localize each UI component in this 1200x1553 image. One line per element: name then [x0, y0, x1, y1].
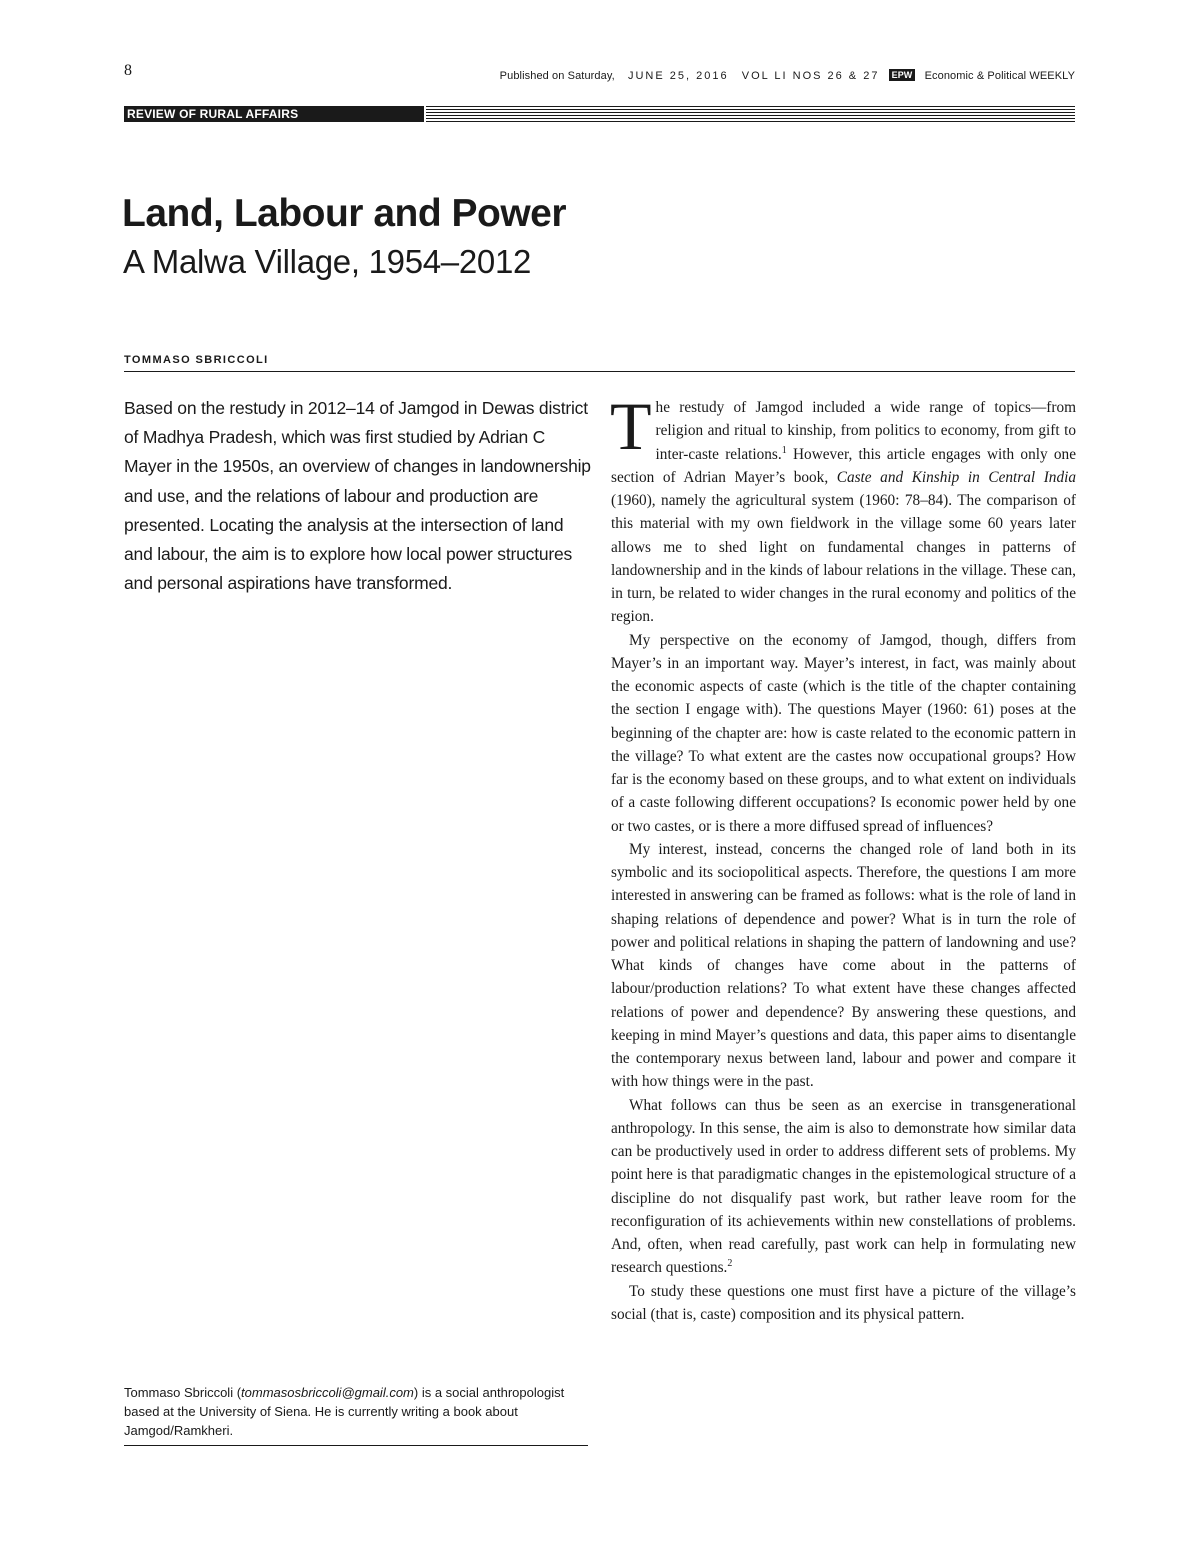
- body-column: [610, 388, 1076, 1326]
- journal-name: Economic & Political WEEKLY: [924, 70, 1075, 82]
- footnote-ref-2[interactable]: 2: [727, 1258, 733, 1270]
- body-paragraph-1: [610, 388, 1076, 629]
- author-note-rule: [124, 1445, 588, 1446]
- author-rule: [124, 371, 1075, 372]
- volume-number: VOL LI NOS 26 & 27: [741, 70, 880, 82]
- author-note-text: ) is a social anthropologist based at the University of Siena. He is currently writing a book about Jamgod/Ramkheri.: [124, 1385, 565, 1438]
- author-note-name: Tommaso Sbriccoli (: [124, 1385, 242, 1400]
- author-note: [124, 1383, 589, 1440]
- epw-badge: EPW: [889, 69, 916, 81]
- issue-date: JUNE 25, 2016: [627, 70, 729, 82]
- running-header: [500, 69, 1075, 82]
- published-label: Published on Saturday,: [499, 70, 615, 82]
- body-text: However, this article engages with only one section of Adrian Mayer’s book,: [611, 445, 1076, 486]
- author-email-link[interactable]: tommasosbriccoli@gmail.com: [241, 1385, 414, 1400]
- body-paragraph-4: [611, 1094, 1076, 1280]
- page-number: 8: [124, 62, 132, 79]
- body-paragraph-5: To study these questions one must first have a picture of the village’s social (that is, caste) composition and its physical pattern.: [611, 1282, 1076, 1323]
- body-paragraph-3: My interest, instead, concerns the changed role of land both in its symbolic and its sociopolitical aspects. Therefore, the questions I am more interested in answering can be framed as follows: what is the role of land in shaping relations of dependence and power? What is in turn the role of power and political relations in shaping the pattern of landowning and use? What kinds of changes have come about in the patterns of labour/production relations? To what extent have these changes affected relations of power and dependence? By answering these questions, and keeping in mind Mayer’s questions and data, this paper aims to disentangle the contemporary nexus between land, labour and power and compare it with how things were in the past.: [611, 840, 1076, 1091]
- article-title: Land, Labour and Power: [122, 192, 567, 235]
- body-text: (1960), namely the agricultural system (1960: 78–84). The comparison of this material with my own fieldwork in the village some 60 years later allows me to shed light on fundamental changes in patterns of landownership and in the kinds of labour relations in the village. These can, in turn, be related to wider changes in the rural economy and politics of the region.: [611, 492, 1076, 626]
- body-text: What follows can thus be seen as an exercise in transgenerational anthropology. In this sense, the aim is also to demonstrate how similar data can be productively used in order to address different sets of problems. My point here is that paradigmatic changes in the epistemological structure of a discipline do not disqualify past work, but rather leave room for the reconfiguration of its achievements within new constellations of problems. And, often, when read carefully, past work can help in formulating new research questions.: [611, 1096, 1076, 1277]
- book-title: Caste and Kinship in Central India: [836, 468, 1076, 486]
- body-text: he restudy of Jamgod included a wide range of topics—from religion and ritual to kinship, from politics to economy, from gift to inter-caste relations.: [655, 399, 1076, 463]
- article-subtitle: A Malwa Village, 1954–2012: [123, 243, 532, 280]
- section-label: REVIEW OF RURAL AFFAIRS: [124, 106, 424, 122]
- abstract: Based on the restudy in 2012–14 of Jamgod in Dewas district of Madhya Pradesh, which was first studied by Adrian C Mayer in the 1950s, an overview of changes in landownership and use, and the relations of labour and production are presented. Locating the analysis at the intersection of land and labour, the aim is to explore how local power structures and personal aspirations have transformed.: [124, 398, 591, 594]
- author-name: TOMMASO SBRICCOLI: [124, 354, 269, 366]
- section-rules: [426, 106, 1075, 122]
- footnote-ref-1[interactable]: 1: [781, 444, 787, 456]
- body-paragraph-2: My perspective on the economy of Jamgod, though, differs from Mayer’s in an important way. Mayer’s interest, in fact, was mainly about the economic aspects of caste (which is the title of the chapter containing the section I engage with). The questions Mayer (1960: 61) poses at the beginning of the chapter are: how is caste related to the economic pattern in the village? To what extent are the castes now occupational groups? How far is the economy based on these groups, and to what extent on individuals of a caste following different occupations? Is economic power held by one or two castes, or is there a more diffused spread of influences?: [611, 631, 1076, 835]
- drop-cap: T: [610, 388, 652, 464]
- section-band: [124, 106, 1075, 122]
